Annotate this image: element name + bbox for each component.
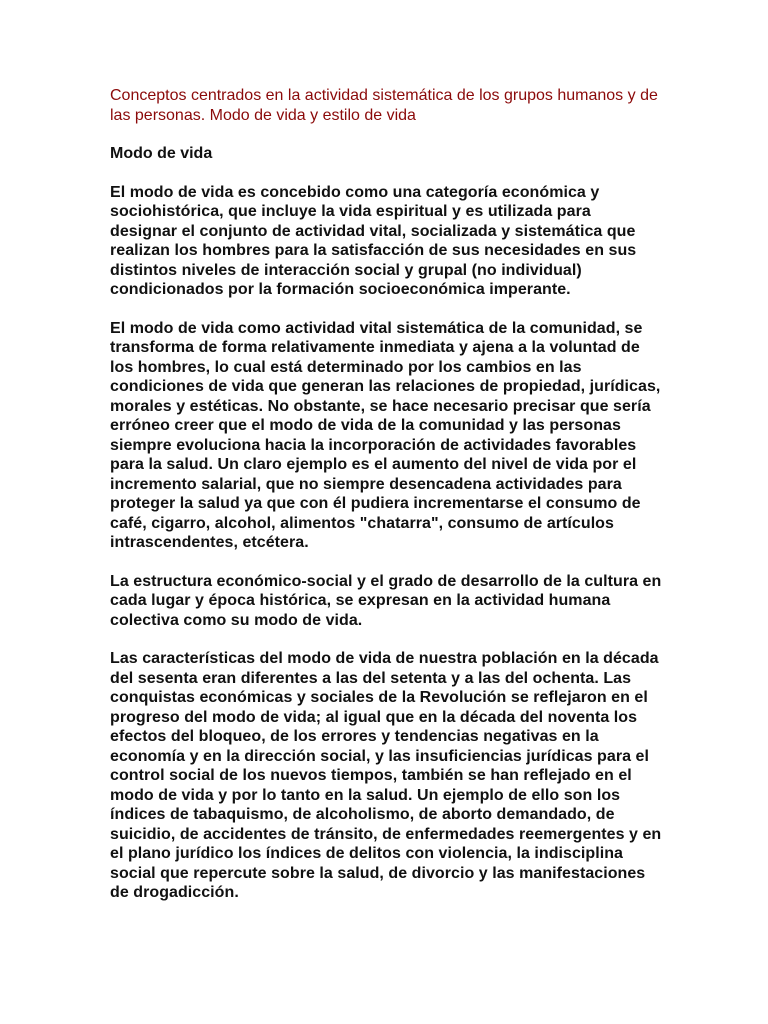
paragraph-1: El modo de vida es concebido como una categoría económica y sociohistórica, que incluye la vida espiritual y es utilizada para designar el conjunto de actividad vital, socializada y sistemática que realizan los hombres para la satisfacción de sus necesidades en sus distintos niveles de interacción social y grupal (no individual) condicionados por la formación socioeconómica imperante. [110, 183, 637, 298]
document-page [110, 86, 662, 922]
paragraph-2: El modo de vida como actividad vital sistemática de la comunidad, se transforma de forma relativamente inmediata y ajena a la voluntad de los hombres, lo cual está determinado por los cambios en las condiciones de vida que generan las relaciones de propiedad, jurídicas, morales y estéticas. No obstante, se hace necesario precisar que sería erróneo creer que el modo de vida de la comunidad y las personas siempre evoluciona hacia la incorporación de actividades favorables para la salud. Un claro ejemplo es el aumento del nivel de vida por el incremento salarial, que no siempre desencadena actividades para proteger la salud ya que con él pudiera incrementarse el consumo de café, cigarro, alcohol, alimentos "chatarra", consumo de artículos intrascendentes, etcétera. [110, 319, 661, 551]
paragraph-3: La estructura económico-social y el grado de desarrollo de la cultura en cada lugar y época histórica, se expresan en la actividad humana colectiva como su modo de vida. [110, 572, 662, 629]
paragraph-4: Las características del modo de vida de nuestra población en la década del sesenta eran diferentes a las del setenta y a las del ochenta. Las conquistas económicas y sociales de la Revolución se reflejaron en el progreso del modo de vida; al igual que en la década del noventa los efectos del bloqueo, de los errores y tendencias negativas en la economía y en la dirección social, y las insuficiencias jurídicas para el control social de los nuevos tiempos, también se han reflejado en el modo de vida y por lo tanto en la salud. Un ejemplo de ello son los índices de tabaquismo, de alcoholismo, de aborto demandado, de suicidio, de accidentes de tránsito, de enfermedades reemergentes y en el plano jurídico los índices de delitos con violencia, la indisciplina social que repercute sobre la salud, de divorcio y las manifestaciones de drogadicción. [110, 650, 662, 901]
section-heading: Modo de vida [110, 145, 213, 162]
document-title: Conceptos centrados en la actividad sistemática de los grupos humanos y de las personas. Modo de vida y estilo de vida [110, 87, 658, 124]
